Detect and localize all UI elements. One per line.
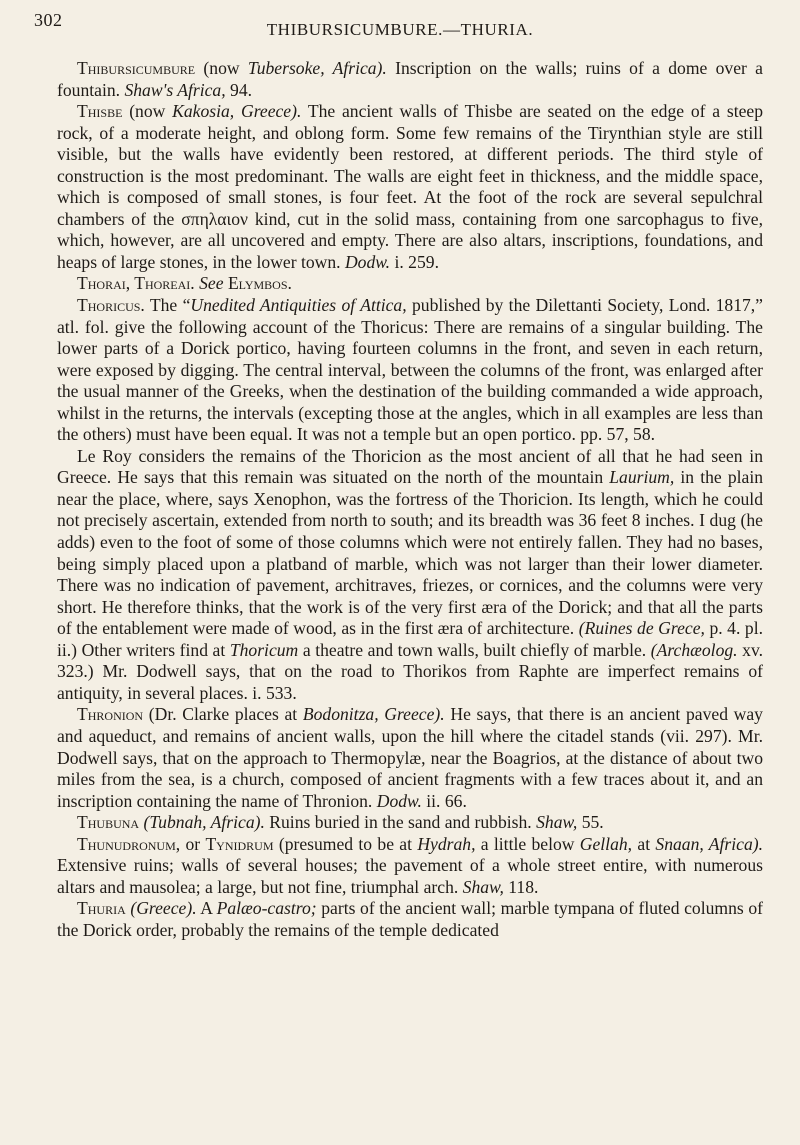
- italic-text: Hydrah,: [417, 833, 476, 854]
- entry-text: Le Roy considers the remains of the Thoricion as the most ancient of all that he had seen in Greece. He says that this remain was situated on the north of the mountain: [57, 445, 763, 488]
- entry-text: or: [180, 833, 206, 854]
- entry-text: A: [196, 898, 217, 919]
- italic-text: Thoricum: [229, 639, 299, 660]
- italic-text: Palæo-castro;: [216, 898, 317, 919]
- italic-text: (Greece).: [130, 898, 197, 919]
- entry-thoricus-le-roy: [57, 446, 763, 705]
- page-number: 302: [34, 10, 63, 30]
- entry-text: Ruins buried in the sand and rubbish.: [264, 812, 537, 833]
- entry-text: in the plain near the place, where, says Xenophon, was the fortress of the Thoricion. Its length, which he could not precisely ascertain, extended from north to south; and its breadth was 36 feet 8 inches. I dug (he adds) even to the foot of some of those columns which were not entirely fallen. They had no bases, being simply placed upon a platband of marble, which was not larger than their lower diameter. There was no indication of pavement, architraves, friezes, or cornices, and the columns were very short. He therefore thinks, that the work is of the very first æra of the Dorick; and that all the parts of the entablement were made of wood, as in the first æra of architecture.: [57, 467, 763, 639]
- italic-text: Laurium,: [609, 467, 675, 488]
- italic-text: See: [199, 273, 224, 294]
- entry-text: ii. 66.: [421, 790, 467, 811]
- italic-text: Gellah,: [579, 833, 633, 854]
- headword: Thubuna: [77, 812, 140, 833]
- entry-text: Inscription on the walls; ruins of a dome over a fountain.: [57, 58, 763, 100]
- entry-thorai: [57, 273, 763, 295]
- italic-text: (Tubnah, Africa).: [143, 812, 265, 833]
- headword: Thoricus.: [77, 295, 145, 316]
- entry-text: The ancient walls of Thisbe are seated on the edge of a steep rock, of a moderate height, and oblong form. Some few remains of the Tirynthian style are still visible, but the walls have evidently been restored, at different periods. The third style of construction is the most predominant. The walls are eight feet in thickness, and the middle space, which is composed of small stones, is four feet. At the foot of the rock are several sepulchral chambers of the σπηλαιον kind, cut in the solid mass, containing from one sarcophagus to five, which, however, are all uncovered and empty. There are also altars, inscriptions, foundations, and heaps of large stones, in the lower town.: [57, 101, 763, 272]
- entry-thunudronum: [57, 834, 763, 899]
- headword: Tynidrum: [205, 833, 274, 854]
- entry-thronion: [57, 704, 763, 812]
- italic-text: (Archæolog.: [650, 639, 738, 660]
- entry-text: He says, that there is an ancient paved way and aqueduct, and remains of ancient walls, upon the hill where the citadel stands (vii. 297). Mr. Dodwell says, that on the approach to Thermopylæ, near the Boagrios, at the distance of about two miles from the sea, is a church, composed of ancient fragments with a few traces about it, and an inscription containing the name of Thronion.: [57, 704, 763, 811]
- gazetteer-entries: [57, 58, 763, 941]
- headword: Thunudronum,: [77, 833, 181, 854]
- entry-text: at: [632, 833, 656, 854]
- entry-text: p. 4. pl. ii.) Other writers find at: [57, 618, 763, 660]
- running-title: THIBURSICUMBURE.—THURIA.: [266, 20, 534, 39]
- entry-thisbe: [57, 101, 763, 273]
- italic-text: Shaw's Africa,: [124, 79, 226, 100]
- entry-text: i. 259.: [390, 251, 439, 272]
- italic-text: Shaw,: [536, 812, 578, 833]
- entry-text: (now: [122, 101, 173, 122]
- entry-thuria: [57, 898, 763, 941]
- italic-text: Kakosia, Greece).: [172, 101, 302, 122]
- italic-text: (Ruines de Grece,: [578, 618, 705, 639]
- entry-text: published by the Dilettanti Society, Lond. 1817,” atl. fol. give the following account of the Thoricus: There are remains of a singular building. The lower parts of a Dorick portico, having fourteen columns in the front, and seven in each return, were exposed by digging. The central interval, between the columns of the front, was enlarged after the usual manner of the Greeks, when the destination of the building commanded a wide approach, whilst in the returns, the intervals (excepting those at the angles, which in all examples are less than the others) must have been equal. It was not a temple but an open portico. pp. 57, 58.: [57, 295, 763, 445]
- entry-text: xv. 323.) Mr. Dodwell says, that on the road to Thorikos from Raphte are imperfect remains of antiquity, in several places. i. 533.: [57, 639, 763, 703]
- headword: Thisbe: [77, 101, 123, 122]
- italic-text: Shaw,: [462, 876, 504, 897]
- entry-text: a little below: [475, 833, 580, 854]
- entry-thibursicumbure: [57, 58, 763, 101]
- entry-text: (presumed to be at: [273, 833, 418, 854]
- italic-text: Snaan, Africa).: [655, 833, 764, 854]
- headword: Thibursicumbure: [77, 58, 196, 78]
- italic-text: Dodw.: [376, 790, 422, 811]
- entry-text: (Dr. Clarke places at: [143, 704, 303, 725]
- entry-text: (now: [195, 58, 248, 78]
- italic-text: Unedited Antiquities of Attica,: [190, 295, 407, 316]
- entry-thubuna: [57, 812, 763, 834]
- entry-text: The “: [144, 295, 191, 316]
- italic-text: Tubersoke, Africa).: [247, 58, 387, 78]
- entry-thoricus: [57, 295, 763, 446]
- entry-text: 55.: [577, 812, 604, 833]
- italic-text: Dodw.: [344, 251, 391, 272]
- entry-text: parts of the ancient wall; marble tympana of fluted columns of the Dorick order, probably the remains of the temple dedicated: [57, 898, 764, 940]
- headword: Thuria: [77, 898, 126, 919]
- italic-text: Bodonitza, Greece).: [302, 704, 445, 725]
- headword: Thorai, Thoreai.: [77, 273, 195, 294]
- entry-text: a theatre and town walls, built chiefly of marble.: [298, 639, 651, 660]
- entry-text: 118.: [503, 876, 539, 897]
- headword: Elymbos.: [227, 273, 292, 294]
- entry-text: Extensive ruins; walls of several houses; the pavement of a whole street entire, with numerous altars and mausolea; a large, but not fine, triumphal arch.: [57, 855, 763, 897]
- entry-text: 94.: [225, 79, 253, 100]
- headword: Thronion: [77, 704, 144, 725]
